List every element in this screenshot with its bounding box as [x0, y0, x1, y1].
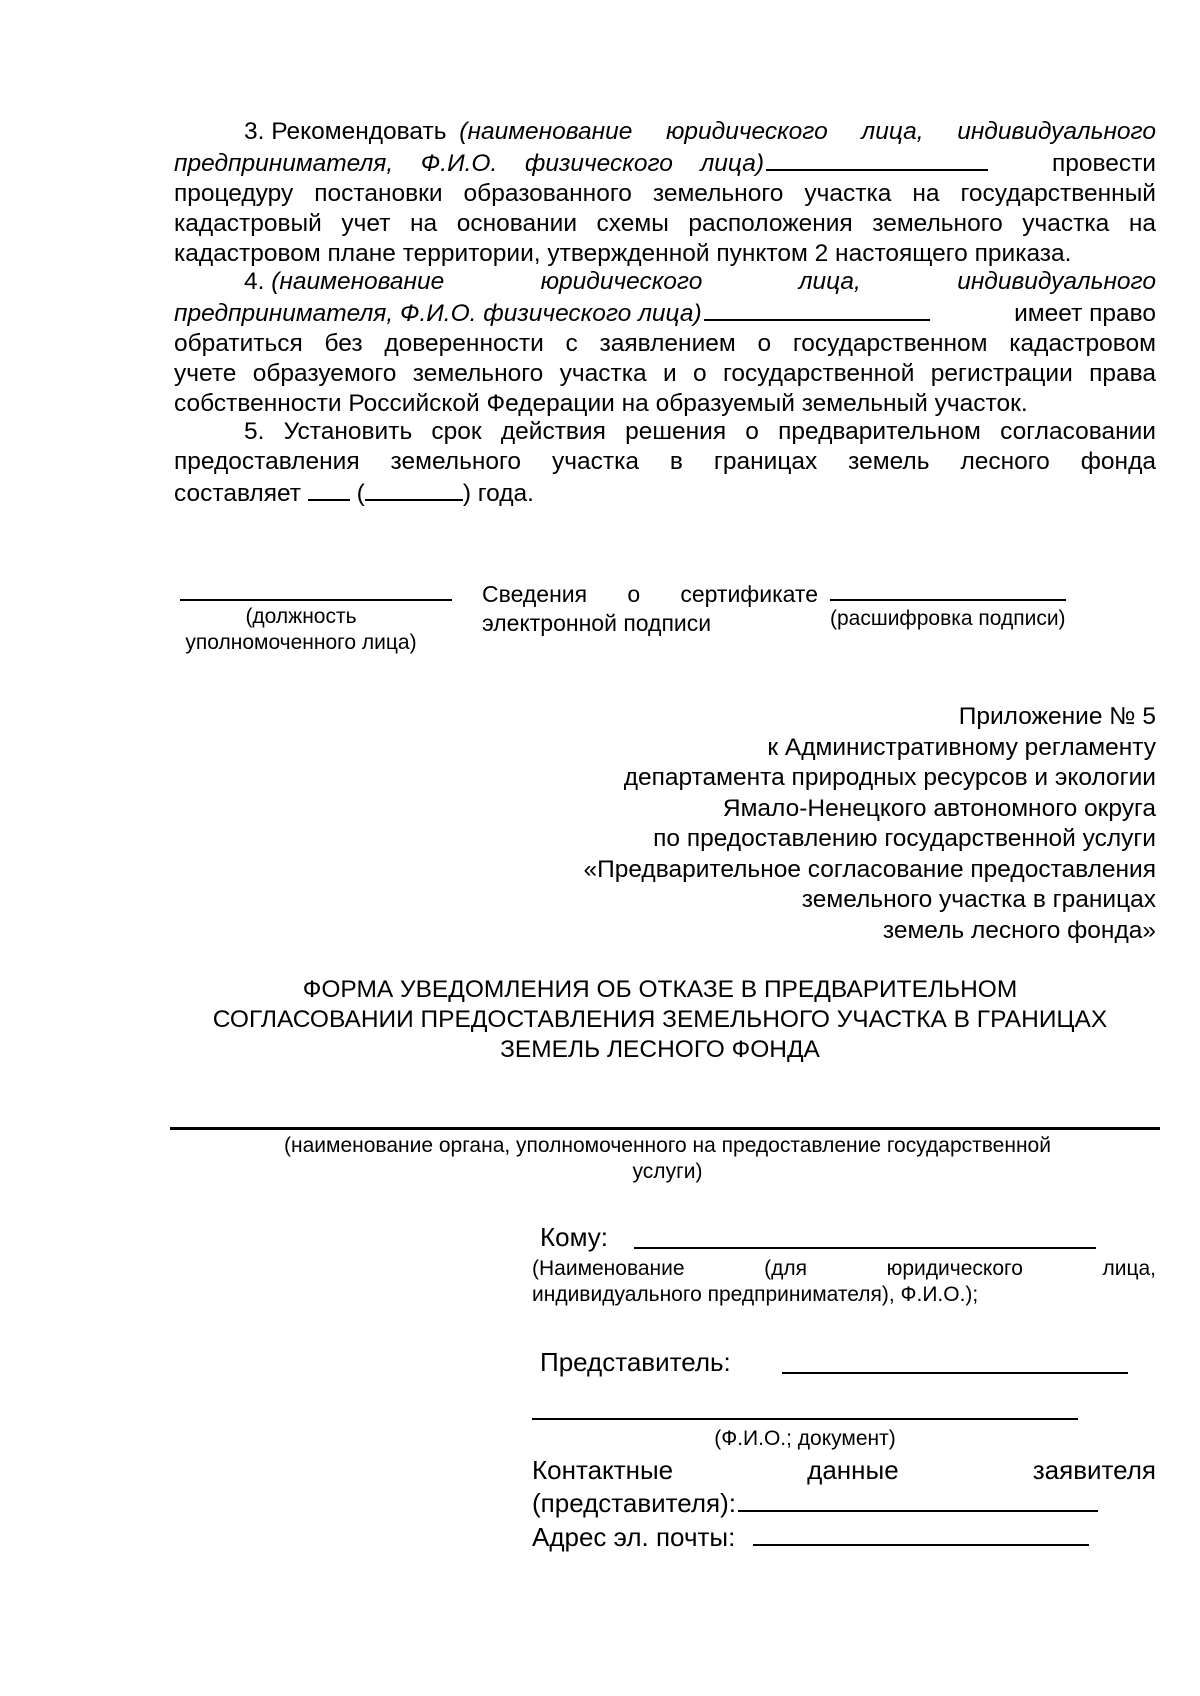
- p3-blank: [766, 147, 988, 171]
- appendix-line-6: «Предварительное согласование предоставления: [583, 855, 1156, 883]
- authority-caption-1: (наименование органа, уполномоченного на предоставление государственной: [284, 1134, 1051, 1157]
- form-title-line-3: ЗЕМЕЛЬ ЛЕСНОГО ФОНДА: [500, 1036, 820, 1063]
- decode-caption: (расшифровка подписи): [830, 607, 1066, 630]
- to-caption-2: индивидуального предпринимателя), Ф.И.О.);: [532, 1283, 979, 1306]
- position-signature-line: [180, 599, 452, 601]
- to-label: Кому:: [540, 1222, 608, 1252]
- p3-line-4: кадастровый учет на основании схемы расположения земельного участка на: [174, 210, 1156, 238]
- p5-line-1: 5. Установить срок действия решения о предварительном согласовании: [244, 418, 1156, 445]
- p4-tail: имеет право: [1014, 300, 1156, 328]
- contacts-line-2: (представителя):: [532, 1488, 737, 1519]
- to-caption-1: (Наименование (для юридического лица,: [532, 1257, 1156, 1280]
- p4-lead: 4.: [244, 268, 272, 295]
- p3-italic-1: (наименование юридического лица, индивидуального: [459, 118, 1156, 145]
- authority-caption: [190, 1133, 1145, 1185]
- form-title-line-2: СОГЛАСОВАНИИ ПРЕДОСТАВЛЕНИЯ ЗЕМЕЛЬНОГО УЧАСТКА В ГРАНИЦАХ: [212, 1006, 1108, 1033]
- p5-line-3b: (: [349, 480, 365, 508]
- p3-italic-2: предпринимателя, Ф.И.О. физического лица): [174, 150, 764, 178]
- appendix-line-1: Приложение № 5: [958, 703, 1156, 730]
- appendix-header: [500, 702, 1156, 946]
- form-title: [160, 975, 1160, 1065]
- p4-line-3: обратиться без доверенности с заявлением о государственном кадастровом: [174, 330, 1156, 358]
- p4-italic-1: (наименование юридического лица, индивидуального: [271, 268, 1156, 295]
- contacts-line-1: Контактные данные заявителя: [532, 1455, 1156, 1485]
- representative-label: Представитель:: [540, 1347, 731, 1377]
- position-caption: [176, 604, 426, 656]
- email-input-line: [753, 1520, 1089, 1545]
- p4-blank: [704, 297, 930, 321]
- authority-caption-2: услуги): [632, 1160, 703, 1183]
- p5-line-2: предоставления земельного участка в границах земель лесного фонда: [174, 448, 1156, 475]
- representative-caption: (Ф.И.О.; документ): [714, 1427, 896, 1450]
- decode-signature-line: [830, 599, 1066, 601]
- p5-blank-term-words: [365, 477, 463, 501]
- p3-tail: провести: [1051, 150, 1156, 178]
- representative-document-line: [532, 1418, 1078, 1420]
- paragraph-5: [174, 417, 1156, 509]
- p4-italic-2: предпринимателя, Ф.И.О. физического лица): [174, 300, 702, 328]
- contacts-input-line: [738, 1487, 1098, 1512]
- appendix-line-2: к Административному регламенту: [767, 733, 1156, 761]
- form-title-line-1: ФОРМА УВЕДОМЛЕНИЯ ОБ ОТКАЗЕ В ПРЕДВАРИТЕЛЬНОМ: [302, 976, 1018, 1003]
- certificate-line-2: электронной подписи: [482, 610, 712, 636]
- email-label: Адрес эл. почты:: [532, 1521, 736, 1552]
- certificate-line-1: Сведения о сертификате: [482, 581, 818, 607]
- appendix-line-3: департамента природных ресурсов и экологии: [623, 764, 1156, 791]
- paragraph-4: [174, 267, 1156, 419]
- paragraph-3: [174, 117, 1156, 269]
- p3-line-3: процедуру постановки образованного земельного участка на государственный: [174, 180, 1156, 208]
- p4-line-5: собственности Российской Федерации на образуемый земельный участок.: [174, 390, 1028, 418]
- position-caption-1: (должность: [245, 605, 357, 628]
- appendix-line-7: земельного участка в границах: [801, 886, 1156, 913]
- to-caption: [532, 1256, 1156, 1308]
- appendix-line-4: Ямало-Ненецкого автономного округа: [722, 794, 1156, 822]
- p5-line-3c: ) года.: [462, 480, 534, 508]
- representative-input-line: [782, 1372, 1128, 1374]
- contacts-block: [532, 1454, 1156, 1554]
- p5-line-3a: составляет: [174, 480, 308, 508]
- p3-lead: 3. Рекомендовать: [244, 118, 454, 145]
- p3-line-5: кадастровом плане территории, утвержденной пунктом 2 настоящего приказа.: [174, 240, 1072, 268]
- certificate-info: [482, 580, 818, 638]
- appendix-line-5: по предоставлению государственной услуги: [653, 825, 1156, 852]
- to-input-line: [634, 1247, 1096, 1249]
- authority-name-line: [170, 1127, 1160, 1130]
- p5-blank-term: [308, 477, 350, 501]
- p4-line-4: учете образуемого земельного участка и о государственной регистрации права: [174, 360, 1156, 388]
- appendix-line-8: земель лесного фонда»: [882, 916, 1156, 944]
- position-caption-2: уполномоченного лица): [185, 631, 417, 654]
